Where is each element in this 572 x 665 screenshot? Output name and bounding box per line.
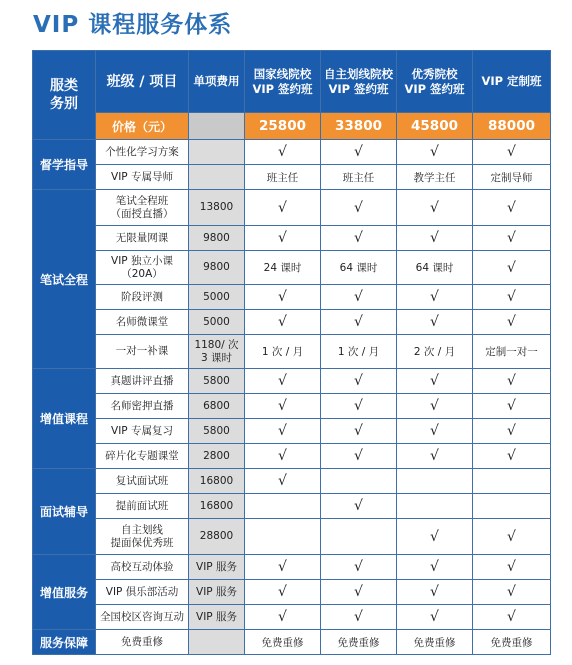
check-mark: √ <box>245 605 321 630</box>
table-row <box>33 335 551 369</box>
group-label: 增值课程 <box>33 369 96 469</box>
unit-cost: 28800 <box>189 519 245 555</box>
price-label: 价格（元） <box>96 113 189 140</box>
item-name: 笔试全程班 （面授直播） <box>96 190 189 226</box>
table-row <box>33 285 551 310</box>
plan-cell: 教学主任 <box>397 165 473 190</box>
check-mark: √ <box>473 444 551 469</box>
check-mark: √ <box>245 369 321 394</box>
header-unit-cost: 单项费用 <box>189 51 245 113</box>
check-mark: √ <box>397 226 473 251</box>
unit-cost: 6800 <box>189 394 245 419</box>
unit-cost: 13800 <box>189 190 245 226</box>
plan-cell <box>245 519 321 555</box>
check-mark: √ <box>321 605 397 630</box>
item-name: 一对一补课 <box>96 335 189 369</box>
unit-cost: 5000 <box>189 310 245 335</box>
table-row <box>33 419 551 444</box>
plan-cell <box>397 469 473 494</box>
check-mark: √ <box>473 394 551 419</box>
item-name: VIP 独立小课 （20A） <box>96 251 189 285</box>
check-mark: √ <box>321 190 397 226</box>
check-mark: √ <box>245 469 321 494</box>
plan-cell: 64 课时 <box>397 251 473 285</box>
item-name: 自主划线 提面保优秀班 <box>96 519 189 555</box>
table-row <box>33 226 551 251</box>
check-mark: √ <box>245 285 321 310</box>
group-label: 面试辅导 <box>33 469 96 555</box>
table-row <box>33 165 551 190</box>
check-mark: √ <box>321 444 397 469</box>
plan-cell: 免费重修 <box>397 630 473 655</box>
plan-cell: 1 次 / 月 <box>321 335 397 369</box>
unit-cost: 1180/ 次 3 课时 <box>189 335 245 369</box>
table-row <box>33 555 551 580</box>
check-mark: √ <box>245 140 321 165</box>
check-mark: √ <box>321 555 397 580</box>
plan-cell <box>321 469 397 494</box>
plan-cell: 免费重修 <box>473 630 551 655</box>
check-mark: √ <box>321 580 397 605</box>
check-mark: √ <box>473 369 551 394</box>
check-mark: √ <box>473 555 551 580</box>
table-row <box>33 140 551 165</box>
check-mark: √ <box>321 394 397 419</box>
header-plan-2: 自主划线院校 VIP 签约班 <box>321 51 397 113</box>
unit-cost: 5800 <box>189 419 245 444</box>
check-mark: √ <box>245 310 321 335</box>
check-mark: √ <box>397 419 473 444</box>
check-mark: √ <box>245 555 321 580</box>
check-mark: √ <box>321 285 397 310</box>
unit-cost: VIP 服务 <box>189 580 245 605</box>
item-name: 全国校区咨询互动 <box>96 605 189 630</box>
table-row <box>33 494 551 519</box>
header-plan-4: VIP 定制班 <box>473 51 551 113</box>
table-row <box>33 630 551 655</box>
price-empty-cell <box>189 113 245 140</box>
plan-cell: 64 课时 <box>321 251 397 285</box>
check-mark: √ <box>397 369 473 394</box>
check-mark: √ <box>245 419 321 444</box>
check-mark: √ <box>245 394 321 419</box>
price-plan-1: 25800 <box>245 113 321 140</box>
item-name: 无限量网课 <box>96 226 189 251</box>
unit-cost: VIP 服务 <box>189 605 245 630</box>
item-name: 真题讲评直播 <box>96 369 189 394</box>
table-row <box>33 580 551 605</box>
unit-cost: VIP 服务 <box>189 555 245 580</box>
check-mark: √ <box>245 190 321 226</box>
check-mark: √ <box>245 444 321 469</box>
plan-cell: 免费重修 <box>321 630 397 655</box>
check-mark: √ <box>245 580 321 605</box>
item-name: 高校互动体验 <box>96 555 189 580</box>
plan-cell <box>473 494 551 519</box>
header-plan-1: 国家线院校 VIP 签约班 <box>245 51 321 113</box>
check-mark: √ <box>473 519 551 555</box>
check-mark: √ <box>473 190 551 226</box>
check-mark: √ <box>397 519 473 555</box>
plan-cell: 24 课时 <box>245 251 321 285</box>
group-label: 笔试全程 <box>33 190 96 369</box>
plan-cell: 班主任 <box>245 165 321 190</box>
check-mark: √ <box>397 444 473 469</box>
item-name: 提前面试班 <box>96 494 189 519</box>
unit-cost: 5800 <box>189 369 245 394</box>
item-name: 碎片化专题课堂 <box>96 444 189 469</box>
plan-cell: 班主任 <box>321 165 397 190</box>
table-row <box>33 605 551 630</box>
check-mark: √ <box>397 555 473 580</box>
table-row <box>33 469 551 494</box>
service-table <box>32 50 551 655</box>
price-plan-2: 33800 <box>321 113 397 140</box>
check-mark: √ <box>321 226 397 251</box>
unit-cost: 5000 <box>189 285 245 310</box>
check-mark: √ <box>473 251 551 285</box>
check-mark: √ <box>321 369 397 394</box>
item-name: VIP 专属复习 <box>96 419 189 444</box>
unit-cost: 16800 <box>189 494 245 519</box>
table-row <box>33 369 551 394</box>
check-mark: √ <box>473 226 551 251</box>
check-mark: √ <box>321 310 397 335</box>
item-name: 免费重修 <box>96 630 189 655</box>
check-mark: √ <box>397 394 473 419</box>
group-label: 督学指导 <box>33 140 96 190</box>
check-mark: √ <box>473 580 551 605</box>
check-mark: √ <box>473 605 551 630</box>
item-name: 个性化学习方案 <box>96 140 189 165</box>
plan-cell <box>473 469 551 494</box>
item-name: VIP 俱乐部活动 <box>96 580 189 605</box>
unit-cost: 9800 <box>189 226 245 251</box>
check-mark: √ <box>397 310 473 335</box>
header-class-item: 班级 / 项目 <box>96 51 189 113</box>
check-mark: √ <box>321 494 397 519</box>
check-mark: √ <box>321 419 397 444</box>
check-mark: √ <box>397 190 473 226</box>
unit-cost <box>189 165 245 190</box>
price-row <box>33 113 551 140</box>
check-mark: √ <box>321 140 397 165</box>
item-name: 复试面试班 <box>96 469 189 494</box>
plan-cell: 2 次 / 月 <box>397 335 473 369</box>
plan-cell <box>245 494 321 519</box>
check-mark: √ <box>397 140 473 165</box>
header-plan-3: 优秀院校 VIP 签约班 <box>397 51 473 113</box>
plan-cell: 定制导师 <box>473 165 551 190</box>
unit-cost: 2800 <box>189 444 245 469</box>
table-row <box>33 310 551 335</box>
header-row <box>33 51 551 113</box>
item-name: VIP 专属导师 <box>96 165 189 190</box>
plan-cell: 1 次 / 月 <box>245 335 321 369</box>
check-mark: √ <box>473 419 551 444</box>
group-label: 服务保障 <box>33 630 96 655</box>
item-name: 阶段评测 <box>96 285 189 310</box>
page-title: VIP 课程服务体系 <box>33 12 233 38</box>
table-row <box>33 190 551 226</box>
unit-cost <box>189 140 245 165</box>
table-row <box>33 394 551 419</box>
unit-cost: 16800 <box>189 469 245 494</box>
check-mark: √ <box>473 285 551 310</box>
plan-cell <box>321 519 397 555</box>
check-mark: √ <box>397 605 473 630</box>
price-plan-4: 88000 <box>473 113 551 140</box>
plan-cell <box>397 494 473 519</box>
check-mark: √ <box>473 310 551 335</box>
table-row <box>33 444 551 469</box>
price-plan-3: 45800 <box>397 113 473 140</box>
plan-cell: 定制一对一 <box>473 335 551 369</box>
item-name: 名师微课堂 <box>96 310 189 335</box>
table-row <box>33 519 551 555</box>
group-label: 增值服务 <box>33 555 96 630</box>
plan-cell: 免费重修 <box>245 630 321 655</box>
check-mark: √ <box>397 580 473 605</box>
unit-cost: 9800 <box>189 251 245 285</box>
item-name: 名师密押直播 <box>96 394 189 419</box>
check-mark: √ <box>245 226 321 251</box>
check-mark: √ <box>473 140 551 165</box>
check-mark: √ <box>397 285 473 310</box>
unit-cost <box>189 630 245 655</box>
table-row <box>33 251 551 285</box>
header-service-type: 服类 务别 <box>33 51 96 140</box>
